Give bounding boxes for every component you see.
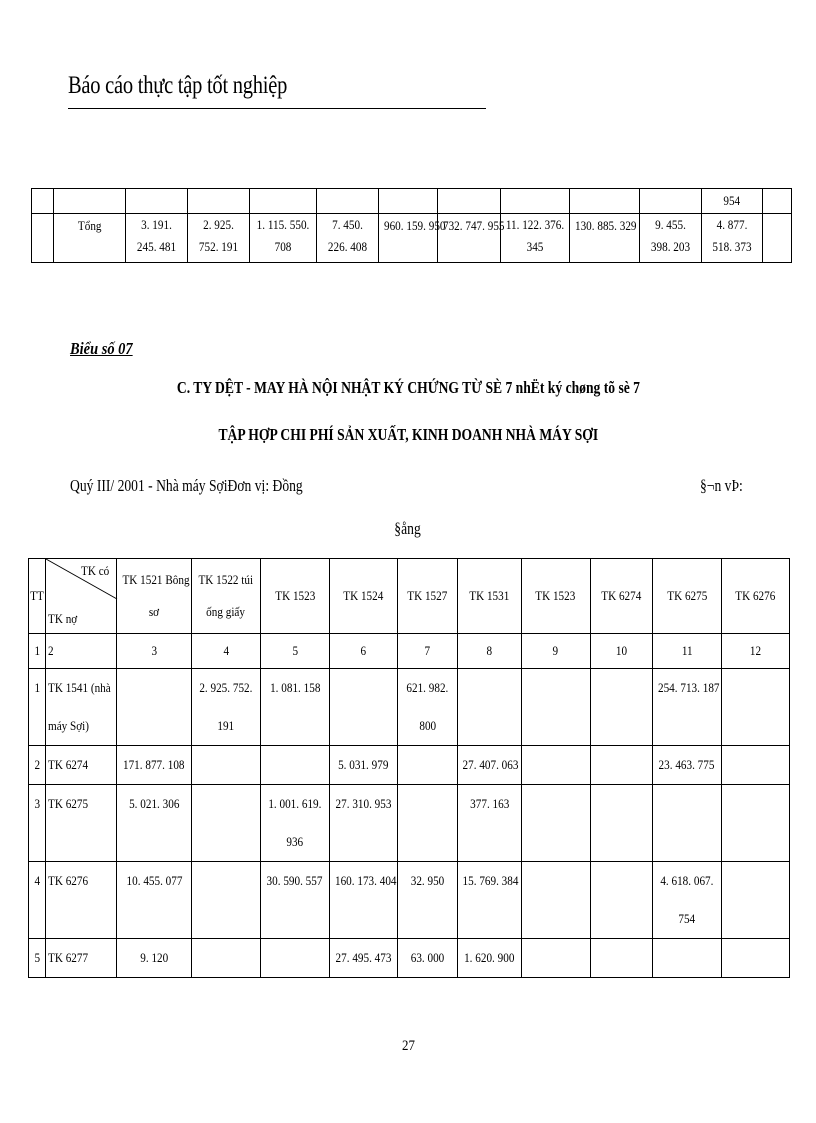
tt-header: TT: [29, 559, 46, 634]
row-index: 2: [29, 746, 46, 785]
table-cell: 5. 021. 306: [117, 785, 191, 862]
table-cell: [653, 939, 721, 978]
table-cell: [191, 746, 260, 785]
table-row: [29, 862, 790, 939]
table-cell: 15. 769. 384: [458, 862, 521, 939]
column-number: 12: [721, 634, 789, 669]
row-index: 4: [29, 862, 46, 939]
table-cell: 5. 031. 979: [329, 746, 397, 785]
column-number: 4: [191, 634, 260, 669]
cost-journal-table: [28, 558, 790, 978]
column-number: 3: [117, 634, 191, 669]
currency-label: §ång: [394, 519, 422, 538]
column-header: TK 1523: [261, 559, 329, 634]
table-cell: [590, 862, 652, 939]
column-header: TK 6276: [721, 559, 789, 634]
table-cell: [458, 669, 521, 746]
period-unit-line: Quý III/ 2001 - Nhà máy SợiĐơn vị: Đồng: [70, 476, 303, 495]
column-number: 2: [46, 634, 117, 669]
account-diagonal-header: [46, 559, 117, 634]
row-account: TK 6274: [46, 746, 117, 785]
table-cell: 27. 310. 953: [329, 785, 397, 862]
table-cell: [721, 669, 789, 746]
table-cell: [397, 746, 457, 785]
table-cell: [521, 746, 590, 785]
row-account: TK 6276: [46, 862, 117, 939]
table-row: [32, 189, 792, 214]
table-cell: 63. 000: [397, 939, 457, 978]
column-number: 8: [458, 634, 521, 669]
table-cell: 27. 407. 063: [458, 746, 521, 785]
table-cell: 2. 925. 752. 191: [188, 214, 250, 263]
table-cell: [521, 939, 590, 978]
column-number: 10: [590, 634, 652, 669]
table-cell: 11. 122. 376. 345: [501, 214, 570, 263]
table-cell: [590, 746, 652, 785]
column-number-row: [29, 634, 790, 669]
table-cell: [117, 669, 191, 746]
column-header: TK 1523: [521, 559, 590, 634]
header-underline: [68, 108, 486, 109]
debit-account-label: TK nợ: [48, 611, 78, 626]
table-cell: 1. 620. 900: [458, 939, 521, 978]
table-cell: [329, 669, 397, 746]
table-cell: 23. 463. 775: [653, 746, 721, 785]
table-cell: [261, 746, 329, 785]
table-cell: 9. 455. 398. 203: [640, 214, 702, 263]
table-cell: 954: [702, 189, 763, 214]
credit-account-label: TK có: [80, 563, 109, 578]
table-row-total: [32, 214, 792, 263]
table-cell: 3. 191. 245. 481: [126, 214, 188, 263]
column-header: TK 6275: [653, 559, 721, 634]
table-cell: 732. 747. 955: [438, 214, 501, 263]
form-number: Biểu số 07: [70, 339, 133, 358]
table-cell: 4. 877. 518. 373: [702, 214, 763, 263]
column-header: TK 6274: [590, 559, 652, 634]
column-header: TK 1524: [329, 559, 397, 634]
table-cell: [590, 785, 652, 862]
table-cell: 1. 115. 550. 708: [250, 214, 317, 263]
table-cell: [590, 939, 652, 978]
column-header: TK 1531: [458, 559, 521, 634]
table-cell: 4. 618. 067. 754: [653, 862, 721, 939]
column-number: 7: [397, 634, 457, 669]
row-index: 1: [29, 669, 46, 746]
journal-subtitle: TẬP HỢP CHI PHÍ SẢN XUẤT, KINH DOANH NHÀ MÁY SỢI: [218, 425, 598, 444]
table-cell: [191, 862, 260, 939]
column-number: 11: [653, 634, 721, 669]
table-row: [29, 939, 790, 978]
table-cell: 377. 163: [458, 785, 521, 862]
column-number: 1: [29, 634, 46, 669]
table-cell: [590, 669, 652, 746]
column-number: 9: [521, 634, 590, 669]
unit-label-right: §¬n vÞ:: [700, 476, 743, 495]
table-cell: 621. 982. 800: [397, 669, 457, 746]
row-account: TK 6277: [46, 939, 117, 978]
table-cell: [261, 939, 329, 978]
table-cell: 160. 173. 404: [329, 862, 397, 939]
table-cell: 2. 925. 752. 191: [191, 669, 260, 746]
table-cell: 1. 081. 158: [261, 669, 329, 746]
table-cell: [191, 939, 260, 978]
table-cell: 10. 455. 077: [117, 862, 191, 939]
column-header: TK 1521 Bông sơ: [117, 559, 191, 634]
column-header: TK 1522 túi ống giấy: [191, 559, 260, 634]
summary-table: [31, 188, 792, 263]
table-cell: 130. 885. 329: [570, 214, 640, 263]
column-number: 6: [329, 634, 397, 669]
row-index: 3: [29, 785, 46, 862]
table-cell: [521, 669, 590, 746]
row-index: 5: [29, 939, 46, 978]
table-cell: 171. 877. 108: [117, 746, 191, 785]
header-row: [29, 559, 790, 634]
row-account: TK 1541 (nhà máy Sợi): [46, 669, 117, 746]
table-cell: 27. 495. 473: [329, 939, 397, 978]
total-label: Tổng: [54, 214, 126, 263]
table-cell: [397, 785, 457, 862]
table-cell: [521, 785, 590, 862]
table-cell: [721, 746, 789, 785]
table-cell: [721, 785, 789, 862]
table-cell: [653, 785, 721, 862]
table-cell: 7. 450. 226. 408: [317, 214, 379, 263]
table-cell: 32. 950: [397, 862, 457, 939]
row-account: TK 6275: [46, 785, 117, 862]
table-cell: [721, 862, 789, 939]
table-cell: [521, 862, 590, 939]
column-header: TK 1527: [397, 559, 457, 634]
table-cell: [721, 939, 789, 978]
table-cell: 1. 001. 619. 936: [261, 785, 329, 862]
table-cell: 254. 713. 187: [653, 669, 721, 746]
table-row: [29, 746, 790, 785]
table-row: [29, 785, 790, 862]
report-header-title: Báo cáo thực tập tốt nghiệp: [68, 72, 288, 99]
column-number: 5: [261, 634, 329, 669]
table-cell: [191, 785, 260, 862]
page-number: 27: [401, 1038, 415, 1054]
table-row: [29, 669, 790, 746]
table-cell: 960. 159. 950: [379, 214, 438, 263]
table-cell: 9. 120: [117, 939, 191, 978]
table-cell: 30. 590. 557: [261, 862, 329, 939]
journal-title: C. TY DỆT - MAY HÀ NỘI NHẬT KÝ CHỨNG TỪ SÈ 7 nhËt ký chøng tõ sè 7: [176, 378, 640, 397]
